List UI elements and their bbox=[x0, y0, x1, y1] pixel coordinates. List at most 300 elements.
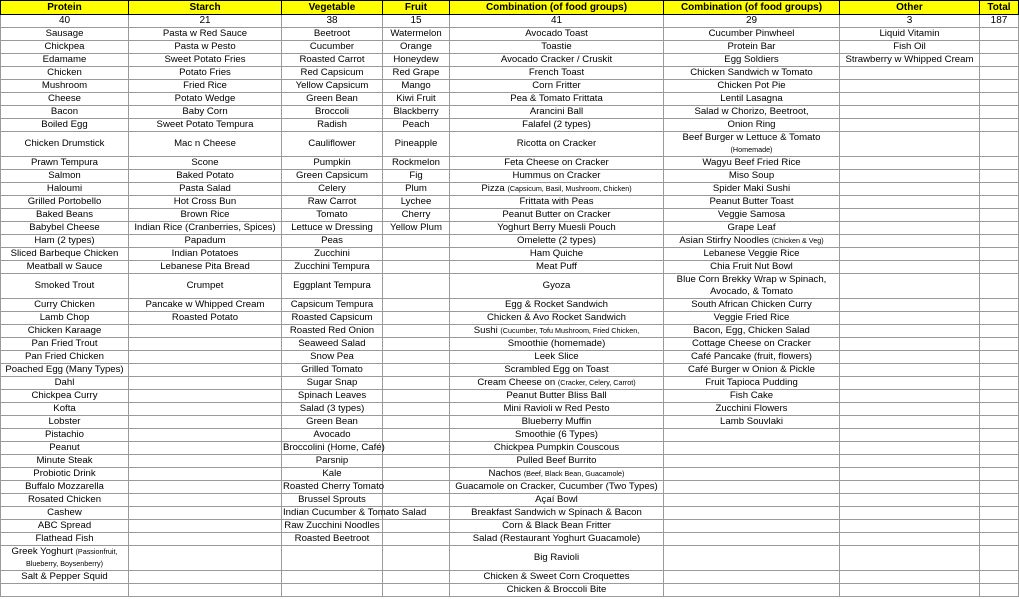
table-row bbox=[1, 416, 1019, 429]
table-cell bbox=[980, 338, 1019, 351]
cell-text: Strawberry w Whipped Cream bbox=[845, 54, 974, 65]
table-cell bbox=[980, 468, 1019, 481]
table-cell bbox=[383, 28, 450, 41]
table-cell bbox=[383, 299, 450, 312]
table-cell bbox=[980, 507, 1019, 520]
table-cell bbox=[980, 299, 1019, 312]
table-cell bbox=[282, 351, 383, 364]
table-cell bbox=[383, 338, 450, 351]
cell-text: Kofta bbox=[53, 403, 76, 414]
table-cell bbox=[450, 468, 664, 481]
table-cell bbox=[980, 248, 1019, 261]
cell-text: Raw Carrot bbox=[307, 196, 357, 207]
table-cell bbox=[664, 41, 840, 54]
table-row bbox=[1, 533, 1019, 546]
cell-text: Grilled Tomato bbox=[301, 364, 363, 375]
cell-text: Blackberry bbox=[393, 106, 439, 117]
cell-text: Pancake w Whipped Cream bbox=[145, 299, 265, 310]
cell-text: Scrambled Egg on Toast bbox=[504, 364, 609, 375]
table-cell bbox=[383, 106, 450, 119]
cell-text: Dahl bbox=[54, 377, 75, 388]
table-cell bbox=[129, 377, 282, 390]
table-cell bbox=[1, 325, 129, 338]
table-cell bbox=[664, 209, 840, 222]
cell-text: Avocado Toast bbox=[525, 28, 588, 39]
table-cell bbox=[664, 132, 840, 157]
table-cell bbox=[129, 119, 282, 132]
table-cell bbox=[840, 170, 980, 183]
table-cell bbox=[664, 93, 840, 106]
table-cell bbox=[282, 67, 383, 80]
cell-note: Blueberry, Boysenberry) bbox=[26, 559, 103, 568]
table-cell bbox=[840, 80, 980, 93]
table-cell bbox=[383, 351, 450, 364]
table-cell bbox=[129, 222, 282, 235]
table-cell bbox=[664, 377, 840, 390]
table-cell bbox=[129, 429, 282, 442]
table-cell bbox=[1, 481, 129, 494]
table-cell bbox=[450, 507, 664, 520]
table-row bbox=[1, 80, 1019, 93]
cell-text: Bacon bbox=[50, 106, 79, 117]
column-header: Other bbox=[840, 1, 980, 15]
table-cell bbox=[129, 157, 282, 170]
cell-text: Brown Rice bbox=[180, 209, 230, 220]
table-cell bbox=[980, 196, 1019, 209]
table-cell bbox=[840, 119, 980, 132]
table-cell bbox=[840, 261, 980, 274]
table-cell bbox=[450, 54, 664, 67]
table-cell bbox=[450, 377, 664, 390]
cell-text: Roasted Beetroot bbox=[294, 533, 370, 544]
cell-text: Brussel Sprouts bbox=[298, 494, 366, 505]
table-cell bbox=[1, 119, 129, 132]
cell-text: Chicken & Broccoli Bite bbox=[506, 584, 607, 595]
cell-text: Pasta w Red Sauce bbox=[162, 28, 248, 39]
cell-text: Grilled Portobello bbox=[27, 196, 102, 207]
table-cell bbox=[282, 222, 383, 235]
table-cell bbox=[129, 338, 282, 351]
table-cell bbox=[282, 468, 383, 481]
table-cell bbox=[129, 481, 282, 494]
table-cell bbox=[840, 338, 980, 351]
table-cell bbox=[129, 584, 282, 597]
table-cell bbox=[282, 571, 383, 584]
cell-note: (Homemade) bbox=[730, 145, 773, 154]
table-cell bbox=[450, 416, 664, 429]
cell-text: Blue Corn Brekky Wrap w Spinach, bbox=[676, 274, 827, 285]
table-cell bbox=[383, 468, 450, 481]
count-cell: 187 bbox=[980, 15, 1019, 28]
table-cell bbox=[1, 403, 129, 416]
table-cell bbox=[1, 132, 129, 157]
cell-text: Salt & Pepper Squid bbox=[21, 571, 108, 582]
table-cell bbox=[840, 494, 980, 507]
table-cell bbox=[980, 325, 1019, 338]
table-cell bbox=[1, 546, 129, 571]
table-cell bbox=[282, 403, 383, 416]
cell-text: Smoothie (homemade) bbox=[507, 338, 606, 349]
cell-text: Pineapple bbox=[394, 138, 438, 149]
table-cell bbox=[664, 183, 840, 196]
table-cell bbox=[383, 403, 450, 416]
table-cell bbox=[840, 481, 980, 494]
table-cell bbox=[840, 93, 980, 106]
table-row bbox=[1, 571, 1019, 584]
table-cell bbox=[282, 494, 383, 507]
cell-text: Chickpea Pumpkin Couscous bbox=[493, 442, 620, 453]
cell-text: Açaí Bowl bbox=[535, 494, 578, 505]
cell-text: Nachos bbox=[488, 468, 522, 479]
table-cell bbox=[383, 41, 450, 54]
table-cell bbox=[840, 351, 980, 364]
table-cell bbox=[129, 455, 282, 468]
table-cell bbox=[840, 507, 980, 520]
table-cell bbox=[664, 351, 840, 364]
cell-text: Salmon bbox=[48, 170, 81, 181]
table-cell bbox=[450, 429, 664, 442]
cell-text: Sliced Barbeque Chicken bbox=[10, 248, 119, 259]
table-cell bbox=[282, 312, 383, 325]
cell-text: Sushi bbox=[473, 325, 498, 336]
cell-text: Zucchini Flowers bbox=[715, 403, 788, 414]
table-cell bbox=[1, 442, 129, 455]
table-cell bbox=[282, 248, 383, 261]
cell-text: Pumpkin bbox=[313, 157, 351, 168]
cell-text: Fish Cake bbox=[729, 390, 774, 401]
table-cell bbox=[980, 209, 1019, 222]
table-cell bbox=[1, 235, 129, 248]
table-cell bbox=[664, 28, 840, 41]
table-cell bbox=[282, 481, 383, 494]
table-cell bbox=[1, 364, 129, 377]
table-cell bbox=[1, 299, 129, 312]
table-cell bbox=[664, 235, 840, 248]
table-cell bbox=[129, 274, 282, 299]
table-row bbox=[1, 520, 1019, 533]
cell-text: Prawn Tempura bbox=[30, 157, 98, 168]
cell-text: Hot Cross Bun bbox=[173, 196, 237, 207]
table-cell bbox=[980, 520, 1019, 533]
table-cell bbox=[840, 377, 980, 390]
cell-text: Rosated Chicken bbox=[27, 494, 102, 505]
cell-text: Gyoza bbox=[542, 280, 571, 291]
table-cell bbox=[282, 28, 383, 41]
table-cell bbox=[450, 312, 664, 325]
table-row bbox=[1, 442, 1019, 455]
table-cell bbox=[1, 429, 129, 442]
cell-text: Lebanese Veggie Rice bbox=[703, 248, 800, 259]
table-cell bbox=[450, 442, 664, 455]
header-row bbox=[1, 1, 1019, 15]
cell-text: Ham (2 types) bbox=[34, 235, 95, 246]
table-cell bbox=[450, 546, 664, 571]
table-cell bbox=[129, 299, 282, 312]
table-cell bbox=[664, 312, 840, 325]
table-row bbox=[1, 377, 1019, 390]
table-row bbox=[1, 274, 1019, 299]
table-cell bbox=[664, 403, 840, 416]
table-cell bbox=[840, 274, 980, 299]
table-cell bbox=[664, 584, 840, 597]
table-cell bbox=[664, 67, 840, 80]
cell-text: Egg & Rocket Sandwich bbox=[505, 299, 608, 310]
table-cell bbox=[980, 157, 1019, 170]
column-header: Combination (of food groups) bbox=[664, 1, 840, 15]
table-cell bbox=[840, 403, 980, 416]
table-cell bbox=[980, 494, 1019, 507]
cell-text: Zucchini bbox=[314, 248, 350, 259]
table-row bbox=[1, 170, 1019, 183]
cell-text: Protein Bar bbox=[727, 41, 776, 52]
cell-text: Babybel Cheese bbox=[29, 222, 100, 233]
table-cell bbox=[980, 54, 1019, 67]
table-cell bbox=[664, 196, 840, 209]
table-cell bbox=[282, 235, 383, 248]
table-cell bbox=[840, 54, 980, 67]
cell-text: Lamb Souvlaki bbox=[720, 416, 783, 427]
cell-text: Peas bbox=[321, 235, 343, 246]
table-cell bbox=[383, 584, 450, 597]
cell-text: Spinach Leaves bbox=[297, 390, 367, 401]
table-cell bbox=[840, 533, 980, 546]
count-cell: 21 bbox=[129, 15, 282, 28]
cell-text: Crumpet bbox=[186, 280, 224, 291]
table-cell bbox=[450, 106, 664, 119]
cell-note: (Cracker, Celery, Carrot) bbox=[557, 378, 636, 387]
cell-text: Fish Oil bbox=[893, 41, 926, 52]
cell-text: Guacamole on Cracker, Cucumber (Two Types) bbox=[455, 481, 658, 492]
cell-text: Green Capsicum bbox=[296, 170, 368, 181]
table-cell bbox=[383, 377, 450, 390]
cell-text: Tomato bbox=[316, 209, 348, 220]
table-cell bbox=[450, 41, 664, 54]
table-cell bbox=[664, 157, 840, 170]
table-cell bbox=[664, 571, 840, 584]
table-cell bbox=[450, 481, 664, 494]
cell-text: Snow Pea bbox=[310, 351, 354, 362]
table-cell bbox=[450, 533, 664, 546]
table-cell bbox=[1, 507, 129, 520]
table-row bbox=[1, 106, 1019, 119]
count-cell: 41 bbox=[450, 15, 664, 28]
cell-text: Sausage bbox=[45, 28, 84, 39]
cell-text: Arancini Ball bbox=[529, 106, 584, 117]
table-cell bbox=[840, 325, 980, 338]
table-cell bbox=[980, 481, 1019, 494]
table-cell bbox=[129, 533, 282, 546]
table-row bbox=[1, 54, 1019, 67]
cell-text: Edamame bbox=[42, 54, 87, 65]
cell-text: Ricotta on Cracker bbox=[516, 138, 597, 149]
cell-text: Egg Soldiers bbox=[724, 54, 779, 65]
table-cell bbox=[129, 351, 282, 364]
table-cell bbox=[840, 455, 980, 468]
table-row bbox=[1, 468, 1019, 481]
table-cell bbox=[664, 546, 840, 571]
table-row bbox=[1, 248, 1019, 261]
cell-text: Lebanese Pita Bread bbox=[160, 261, 250, 272]
table-row bbox=[1, 28, 1019, 41]
table-cell bbox=[1, 455, 129, 468]
cell-text: Green Bean bbox=[306, 416, 358, 427]
table-cell bbox=[980, 351, 1019, 364]
cell-text: Roasted Potato bbox=[171, 312, 239, 323]
cell-text: Curry Chicken bbox=[34, 299, 95, 310]
table-cell bbox=[664, 325, 840, 338]
cell-text: Liquid Vitamin bbox=[879, 28, 940, 39]
table-cell bbox=[664, 80, 840, 93]
cell-text: Chicken Drumstick bbox=[24, 138, 105, 149]
table-cell bbox=[1, 494, 129, 507]
cell-text: Raw Zucchini Noodles bbox=[284, 520, 380, 531]
table-cell bbox=[129, 571, 282, 584]
table-cell bbox=[1, 41, 129, 54]
cell-text: Red Capsicum bbox=[300, 67, 364, 78]
cell-text: Yellow Plum bbox=[390, 222, 442, 233]
table-cell bbox=[450, 338, 664, 351]
table-cell bbox=[840, 106, 980, 119]
cell-text: Baked Potato bbox=[176, 170, 234, 181]
table-cell bbox=[840, 235, 980, 248]
table-cell bbox=[1, 520, 129, 533]
cell-text: Sugar Snap bbox=[306, 377, 358, 388]
cell-text: Potato Fries bbox=[179, 67, 231, 78]
table-cell bbox=[1, 571, 129, 584]
cell-text: Eggplant Tempura bbox=[293, 280, 371, 291]
cell-text: Cucumber bbox=[309, 41, 355, 52]
table-cell bbox=[1, 196, 129, 209]
cell-text: Chicken Pot Pie bbox=[717, 80, 786, 91]
table-cell bbox=[129, 468, 282, 481]
cell-text: Chicken & Avo Rocket Sandwich bbox=[486, 312, 626, 323]
cell-text: Lychee bbox=[400, 196, 432, 207]
table-row bbox=[1, 481, 1019, 494]
table-cell bbox=[1, 80, 129, 93]
table-cell bbox=[383, 119, 450, 132]
table-row bbox=[1, 455, 1019, 468]
cell-note: (Passionfruit, bbox=[75, 547, 118, 556]
table-cell bbox=[383, 325, 450, 338]
table-cell bbox=[129, 248, 282, 261]
cell-text: Asian Stirfry Noodles bbox=[679, 235, 769, 246]
table-cell bbox=[840, 312, 980, 325]
table-cell bbox=[980, 235, 1019, 248]
table-cell bbox=[980, 41, 1019, 54]
table-cell bbox=[450, 28, 664, 41]
table-cell bbox=[1, 533, 129, 546]
table-cell bbox=[840, 390, 980, 403]
table-cell bbox=[980, 312, 1019, 325]
table-row bbox=[1, 157, 1019, 170]
table-cell bbox=[282, 119, 383, 132]
table-cell bbox=[980, 429, 1019, 442]
cell-text: Indian Cucumber & Tomato Salad bbox=[283, 507, 427, 518]
table-row bbox=[1, 67, 1019, 80]
cell-note: (Beef, Black Bean, Guacamole) bbox=[523, 469, 625, 478]
table-cell bbox=[840, 416, 980, 429]
table-cell bbox=[450, 80, 664, 93]
cell-text: Pizza bbox=[481, 183, 505, 194]
cell-note: (Capsicum, Basil, Mushroom, Chicken) bbox=[507, 184, 632, 193]
table-cell bbox=[664, 119, 840, 132]
cell-text: Honeydew bbox=[393, 54, 439, 65]
table-cell bbox=[1, 170, 129, 183]
table-row bbox=[1, 507, 1019, 520]
cell-text: Beetroot bbox=[313, 28, 351, 39]
table-cell bbox=[282, 183, 383, 196]
cell-text: Cream Cheese on bbox=[477, 377, 556, 388]
table-cell bbox=[383, 442, 450, 455]
cell-text: Pistachio bbox=[45, 429, 84, 440]
table-cell bbox=[840, 157, 980, 170]
cell-text: Minute Steak bbox=[36, 455, 93, 466]
table-cell bbox=[450, 520, 664, 533]
table-cell bbox=[129, 209, 282, 222]
cell-text: Cherry bbox=[401, 209, 431, 220]
table-cell bbox=[129, 390, 282, 403]
table-cell bbox=[980, 364, 1019, 377]
table-cell bbox=[1, 157, 129, 170]
table-cell bbox=[980, 274, 1019, 299]
table-cell bbox=[664, 494, 840, 507]
cell-text: Corn & Black Bean Fritter bbox=[502, 520, 611, 531]
table-cell bbox=[664, 520, 840, 533]
table-cell bbox=[1, 416, 129, 429]
table-cell bbox=[383, 261, 450, 274]
table-cell bbox=[282, 364, 383, 377]
cell-text: Breakfast Sandwich w Spinach & Bacon bbox=[471, 507, 642, 518]
column-header: Protein bbox=[1, 1, 129, 15]
table-cell bbox=[980, 119, 1019, 132]
table-cell bbox=[282, 390, 383, 403]
table-cell bbox=[980, 455, 1019, 468]
table-cell bbox=[664, 533, 840, 546]
table-cell bbox=[1, 222, 129, 235]
cell-text: Potato Wedge bbox=[174, 93, 236, 104]
cell-text: Lamb Chop bbox=[39, 312, 90, 323]
cell-text: Bacon, Egg, Chicken Salad bbox=[693, 325, 810, 336]
cell-text: Pasta w Pesto bbox=[174, 41, 236, 52]
table-cell bbox=[664, 54, 840, 67]
table-cell bbox=[840, 183, 980, 196]
table-cell bbox=[129, 546, 282, 571]
table-cell bbox=[383, 67, 450, 80]
table-cell bbox=[282, 442, 383, 455]
cell-text: Roasted Red Onion bbox=[289, 325, 375, 336]
table-cell bbox=[840, 222, 980, 235]
table-cell bbox=[450, 455, 664, 468]
table-cell bbox=[450, 67, 664, 80]
cell-text: Omelette (2 types) bbox=[517, 235, 596, 246]
table-cell bbox=[383, 416, 450, 429]
table-cell bbox=[282, 41, 383, 54]
cell-text: Chicken Sandwich w Tomato bbox=[690, 67, 813, 78]
table-cell bbox=[1, 390, 129, 403]
cell-text: Salad w Chorizo, Beetroot, bbox=[694, 106, 809, 117]
table-row bbox=[1, 299, 1019, 312]
cell-text: Indian Rice (Cranberries, Spices) bbox=[134, 222, 276, 233]
table-cell bbox=[450, 183, 664, 196]
table-cell bbox=[129, 106, 282, 119]
table-row bbox=[1, 261, 1019, 274]
table-cell bbox=[980, 170, 1019, 183]
table-cell bbox=[282, 520, 383, 533]
table-cell bbox=[383, 455, 450, 468]
cell-text: Salad (Restaurant Yoghurt Guacamole) bbox=[472, 533, 641, 544]
table-cell bbox=[282, 533, 383, 546]
cell-text: Green Bean bbox=[306, 93, 358, 104]
